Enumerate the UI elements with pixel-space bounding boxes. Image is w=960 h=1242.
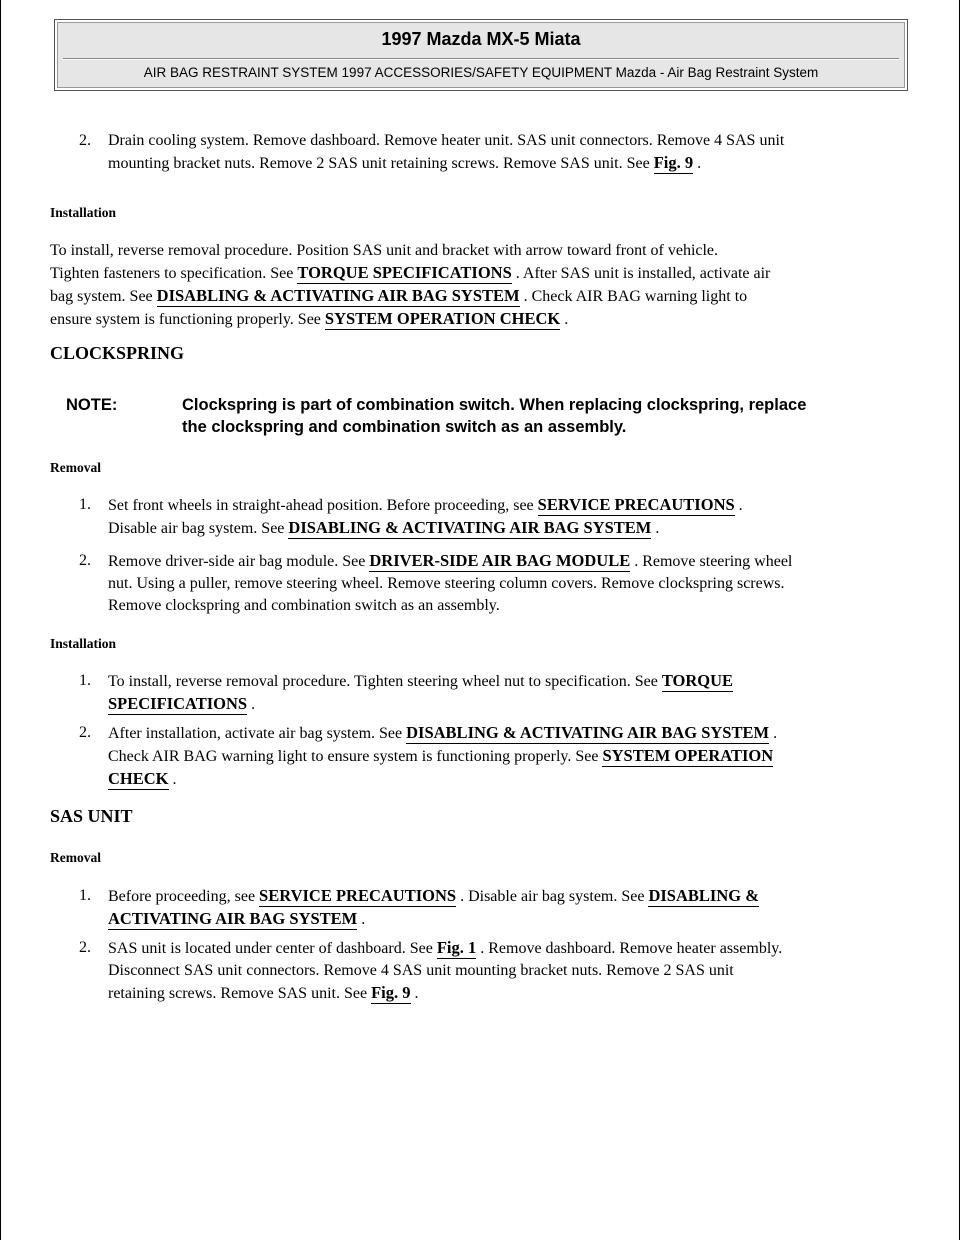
removal-heading: Removal [50,850,101,865]
disabling-activating-link[interactable]: DISABLING & ACTIVATING AIR BAG SYSTEM [406,723,770,742]
step-number: 1. [79,496,91,513]
torque-specifications-link[interactable]: SPECIFICATIONS [108,694,248,713]
torque-specifications-link[interactable]: TORQUE [661,671,734,690]
fig-9-link[interactable]: Fig. 9 [371,983,411,1002]
step-text: Drain cooling system. Remove dashboard. Remove heater unit. SAS unit connectors. Remove 4 SAS unit [108,132,785,149]
disabling-activating-link[interactable]: DISABLING & ACTIVATING AIR BAG SYSTEM [156,286,520,305]
document-title: 1997 Mazda MX-5 Miata [381,29,581,49]
step-text: retaining screws. Remove SAS unit. See [108,985,368,1002]
disabling-activating-link[interactable]: DISABLING & ACTIVATING AIR BAG SYSTEM [288,518,652,537]
step-text: After installation, activate air bag system. See [108,725,403,742]
paragraph-text: . After SAS unit is installed, activate air [515,265,771,282]
step-number: 1. [79,672,91,689]
paragraph-text: . Check AIR BAG warning light to [523,288,748,305]
step-text: . Disable air bag system. See [460,888,645,905]
step-text: . Remove steering wheel [634,553,793,570]
installation-heading: Installation [50,205,117,220]
step-number: 1. [79,887,91,904]
step-text: Remove driver-side air bag module. See [108,553,366,570]
step-text: mounting bracket nuts. Remove 2 SAS unit retaining screws. Remove SAS unit. See [108,155,650,172]
fig-9-link[interactable]: Fig. 9 [653,153,694,172]
clockspring-heading: CLOCKSPRING [50,343,185,363]
step-text: Set front wheels in straight-ahead position. Before proceeding, see [108,497,534,514]
step-text: . [361,911,366,928]
step-text: . [655,520,660,537]
note-text: the clockspring and combination switch as an assembly. [182,418,627,436]
step-number: 2. [79,552,91,569]
step-text: . Remove dashboard. Remove heater assembly. [480,940,783,957]
system-operation-check-link[interactable]: SYSTEM OPERATION [602,746,774,765]
service-precautions-link[interactable]: SERVICE PRECAUTIONS [259,886,457,905]
step-number: 2. [79,132,91,149]
step-text: . [172,771,177,788]
paragraph-text: Tighten fasteners to specification. See [50,265,294,282]
step-text: Disconnect SAS unit connectors. Remove 4 SAS unit mounting bracket nuts. Remove 2 SAS unit [108,962,734,979]
document-subtitle: AIR BAG RESTRAINT SYSTEM 1997 ACCESSORIES/SAFETY EQUIPMENT Mazda - Air Bag Restraint System [143,65,819,80]
step-text: nut. Using a puller, remove steering wheel. Remove steering column covers. Remove clockspring screws. [108,575,785,592]
step-text: . [738,497,743,514]
disabling-activating-link[interactable]: DISABLING & [648,886,759,905]
step-text: SAS unit is located under center of dashboard. See [108,940,433,957]
system-operation-check-link[interactable]: CHECK [108,769,169,788]
installation-paragraph [50,240,910,331]
paragraph-text: bag system. See [50,288,153,305]
step-number: 2. [79,724,91,741]
driver-side-air-bag-module-link[interactable]: DRIVER-SIDE AIR BAG MODULE [369,551,631,570]
step-text: Before proceeding, see [108,888,256,905]
torque-specifications-link[interactable]: TORQUE SPECIFICATIONS [297,263,512,282]
installation-heading: Installation [50,636,117,651]
step-text: . [414,985,419,1002]
step-text: To install, reverse removal procedure. Tighten steering wheel nut to specification. See [108,673,658,690]
paragraph-text: . [564,311,569,328]
step-number: 2. [79,939,91,956]
paragraph-text: To install, reverse removal procedure. Position SAS unit and bracket with arrow toward front of vehicle. [50,242,719,259]
step-text: . [251,696,256,713]
header-divider [63,58,899,60]
removal-heading: Removal [50,460,101,475]
note-text: Clockspring is part of combination switch. When replacing clockspring, replace [182,396,807,414]
fig-1-link[interactable]: Fig. 1 [436,938,477,957]
system-operation-check-link[interactable]: SYSTEM OPERATION CHECK [324,309,561,328]
page-header [54,19,908,91]
step-text: Check AIR BAG warning light to ensure system is functioning properly. See [108,748,599,765]
step-text: . [697,155,702,172]
note-label: NOTE: [66,396,118,414]
step-text: Disable air bag system. See [108,520,285,537]
sas-unit-heading: SAS UNIT [50,806,133,826]
service-precautions-link[interactable]: SERVICE PRECAUTIONS [537,495,735,514]
paragraph-text: ensure system is functioning properly. See [50,311,321,328]
step-text: . [773,725,778,742]
disabling-activating-link[interactable]: ACTIVATING AIR BAG SYSTEM [108,909,358,928]
step-text: Remove clockspring and combination switch as an assembly. [108,597,500,614]
